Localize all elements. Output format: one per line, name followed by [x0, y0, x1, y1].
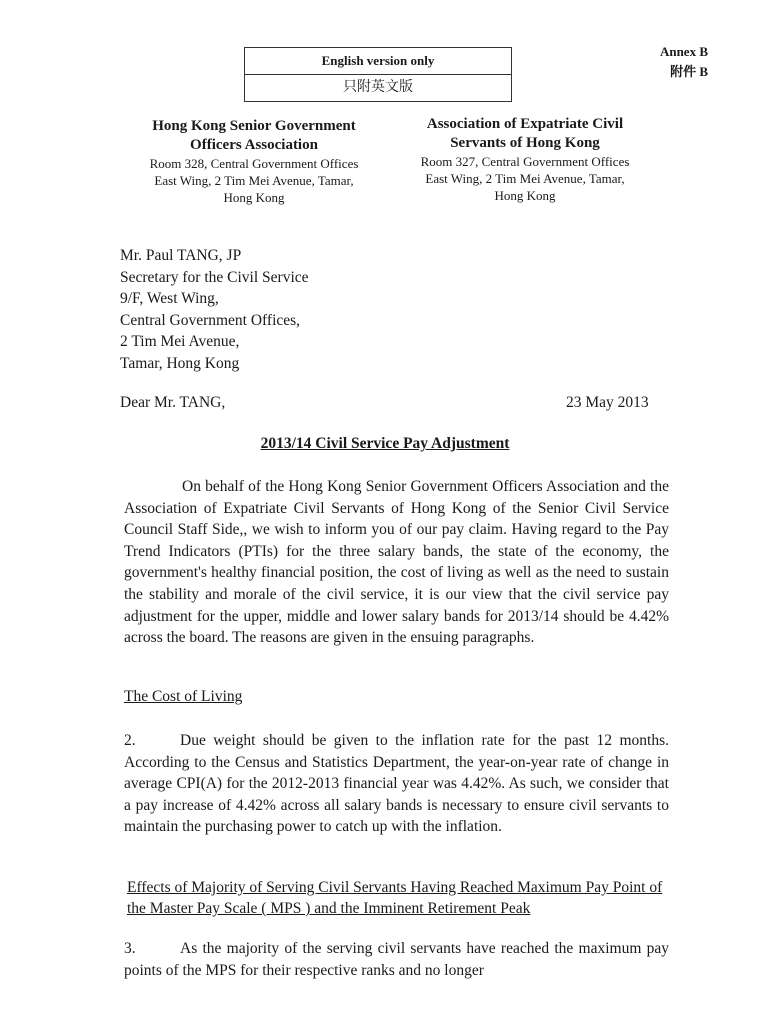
paragraph-2	[124, 730, 669, 838]
chinese-notice-label: 只附英文版	[245, 74, 511, 101]
paragraph-3	[124, 938, 669, 981]
sender-right-name-2: Servants of Hong Kong	[450, 135, 600, 151]
language-notice-box	[244, 47, 512, 102]
recipient-line-6: Tamar, Hong Kong	[120, 354, 240, 372]
sender-right-addr-1: Room 327, Central Government Offices	[420, 154, 630, 169]
sender-left-name-2: Officers Association	[190, 137, 318, 153]
paragraph-2-text: Due weight should be given to the inflation rate for the past 12 months. According to the Census and Statistics Department, the year-on-year rate of change in average CPI(A) for the 2012-2013 financial year was 4.42%. As such, we consider that a pay increase of 4.42% across all salary bands is necessary to ensure civil servants to maintain the purchasing power to catch up with the inflation.	[124, 732, 669, 836]
recipient-address	[120, 245, 309, 374]
recipient-line-2: Secretary for the Civil Service	[120, 268, 309, 286]
sender-left-name-1: Hong Kong Senior Government	[152, 118, 356, 134]
sender-left-addr-3: Hong Kong	[223, 190, 285, 205]
paragraph-3-text: As the majority of the serving civil servants have reached the maximum pay points of the MPS for their respective ranks and no longer	[124, 940, 669, 979]
salutation: Dear Mr. TANG,	[120, 394, 226, 411]
sender-right-addr-2: East Wing, 2 Tim Mei Avenue, Tamar,	[425, 171, 625, 186]
section-heading-cost-of-living: The Cost of Living	[124, 688, 243, 705]
paragraph-2-number: 2.	[124, 732, 136, 749]
recipient-line-1: Mr. Paul TANG, JP	[120, 247, 242, 264]
annex-en: Annex B	[659, 44, 708, 59]
sender-left-addr-1: Room 328, Central Government Offices	[149, 156, 359, 171]
recipient-line-3: 9/F, West Wing,	[120, 290, 219, 307]
recipient-line-4: Central Government Offices,	[120, 311, 301, 329]
sender-right-addr-3: Hong Kong	[494, 188, 556, 203]
sender-right	[394, 115, 656, 204]
sender-right-name-1: Association of Expatriate Civil	[426, 116, 624, 132]
recipient-line-5: 2 Tim Mei Avenue,	[120, 333, 240, 350]
section-heading-mps: Effects of Majority of Serving Civil Servants Having Reached Maximum Pay Point of the Master Pay Scale ( MPS ) and the Imminent Retirement Peak	[127, 879, 663, 917]
paragraph-1: On behalf of the Hong Kong Senior Government Officers Association and the Association of Expatriate Civil Servants of Hong Kong of the Senior Civil Service Council Staff Side,, we wish to inform you of our pay claim. Having regard to the Pay Trend Indicators (PTIs) for the three salary bands, the state of the economy, the government's healthy financial position, the cost of living as well as the need to sustain the stability and morale of the civil service, it is our view that the civil service pay adjustment for the upper, middle and lower salary bands for 2013/14 should be 4.42% across the board. The reasons are given in the ensuing paragraphs.	[124, 478, 669, 647]
english-only-label: English version only	[321, 53, 435, 68]
sender-left	[120, 117, 388, 206]
subject-heading: 2013/14 Civil Service Pay Adjustment	[260, 435, 510, 452]
annex-label	[660, 42, 708, 82]
letter-date: 23 May 2013	[566, 394, 649, 411]
sender-left-addr-2: East Wing, 2 Tim Mei Avenue, Tamar,	[154, 173, 354, 188]
paragraph-3-number: 3.	[124, 940, 136, 957]
annex-zh: 附件 B	[670, 64, 708, 79]
